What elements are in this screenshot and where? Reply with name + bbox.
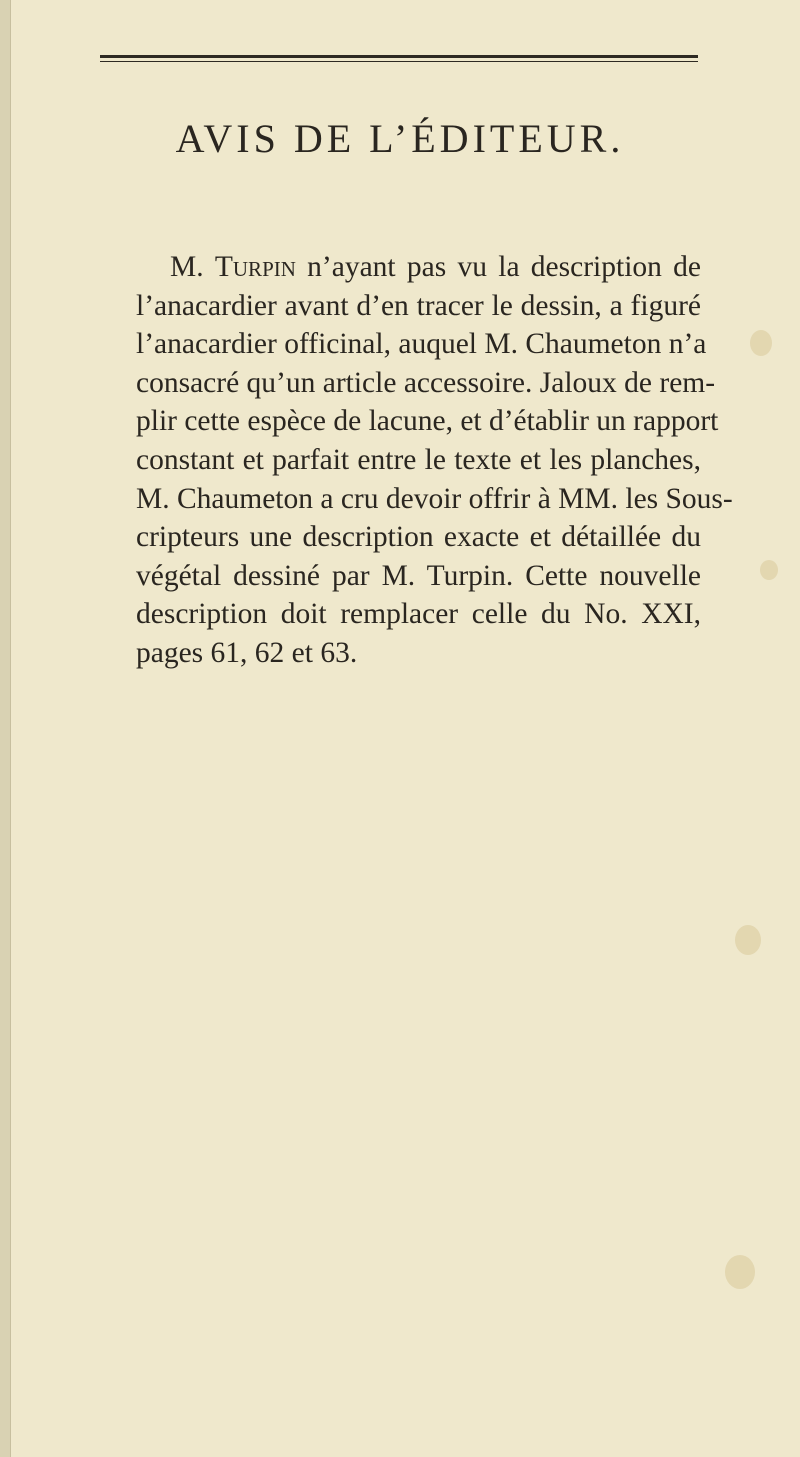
- foxing-spot: [725, 1255, 755, 1289]
- paragraph-line: l’anacardier avant d’en tracer le dessin, a figuré: [136, 289, 701, 322]
- paragraph-line: consacré qu’un article accessoire. Jaloux de rem-: [136, 366, 716, 399]
- page-binding-edge: [0, 0, 11, 1457]
- page-title: AVIS DE L’ÉDITEUR.: [175, 116, 625, 161]
- paragraph-line: plir cette espèce de lacune, et d’établir un rapport: [136, 405, 719, 438]
- foxing-spot: [760, 560, 778, 580]
- header-rule-thick: [100, 55, 698, 58]
- paragraph-line: cripteurs une description exacte et détaillée du: [136, 521, 701, 554]
- notice-paragraph: [136, 248, 733, 673]
- author-name-smallcaps: Turpin: [214, 251, 296, 283]
- paragraph-line: l’anacardier officinal, auquel M. Chaumeton n’a: [136, 328, 707, 361]
- paragraph-line: constant et parfait entre le texte et les planches,: [136, 443, 701, 476]
- foxing-spot: [735, 925, 761, 955]
- paragraph-line: description doit remplacer celle du No. XXI,: [136, 598, 701, 631]
- paragraph-line: pages 61, 62 et 63.: [136, 636, 358, 669]
- line-prefix: M.: [170, 251, 215, 283]
- line-rest: n’ayant pas vu la description de: [295, 251, 701, 283]
- foxing-spot: [750, 330, 772, 356]
- paragraph-line: végétal dessiné par M. Turpin. Cette nouvelle: [136, 559, 701, 592]
- paragraph-line: [136, 248, 701, 287]
- header-rule-thin: [100, 61, 698, 62]
- paragraph-line: M. Chaumeton a cru devoir offrir à MM. les Sous-: [136, 482, 733, 515]
